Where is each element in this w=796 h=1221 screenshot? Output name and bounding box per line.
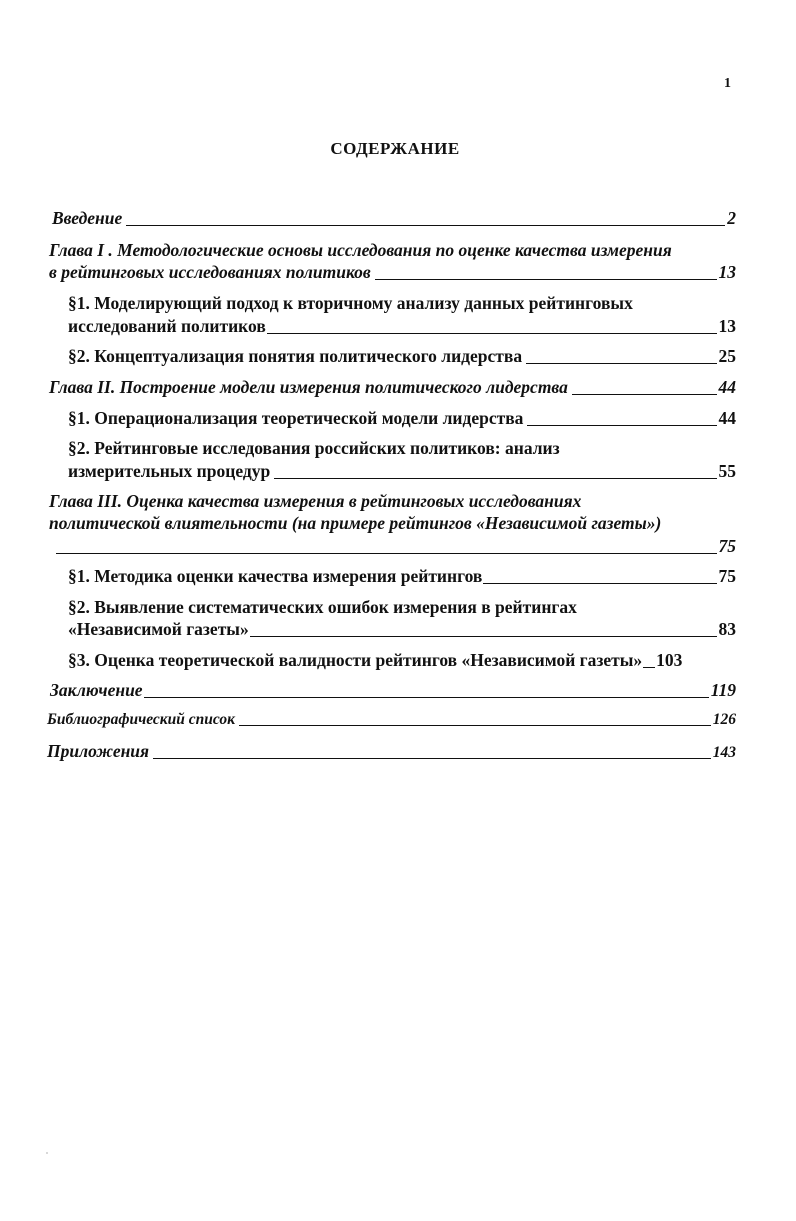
entry-label: в рейтинговых исследованиях политиков [49,262,371,282]
leader-line [527,424,716,426]
entry-page: 55 [718,461,736,481]
entry-page: 126 [712,711,736,728]
entry-label: измерительных процедур [68,461,271,481]
entry-page: 44 [718,377,736,397]
toc-entry-introduction[interactable] [52,210,736,228]
entry-page: 25 [718,346,736,366]
entry-label: Заключение [50,680,143,700]
leader-line [126,224,725,226]
leader-line [250,635,717,637]
toc-entry-conclusion[interactable] [50,682,736,700]
entry-page: 13 [718,316,736,336]
leader-line [144,696,709,698]
leader-line [239,724,711,726]
toc-entry-chapter-3-line1: Глава III. Оценка качества измерения в рейтинговых исследованиях [49,491,582,511]
toc-entry-ch2-sec2-line1: §2. Рейтинговые исследования российских политиков: анализ [68,438,560,458]
toc-entry-chapter-3-line2: политической влиятельности (на примере рейтингов «Независимой газеты») [49,513,662,533]
leader-line [274,477,716,479]
leader-line [153,757,711,759]
toc-entry-chapter-2[interactable] [49,379,736,397]
entry-page: 143 [712,744,736,761]
entry-page: 75 [718,536,736,556]
entry-label: «Независимой газеты» [68,619,249,639]
entry-page: 119 [710,680,736,700]
toc-entry-appendices[interactable] [47,743,736,761]
entry-page: 83 [718,619,736,639]
entry-page: 103 [656,650,683,670]
toc-entry-ch3-sec2[interactable] [68,621,736,639]
entry-label: Приложения [47,741,150,761]
toc-entry-ch3-sec3[interactable] [68,652,736,670]
leader-line [375,278,717,280]
page-number: 1 [724,76,731,91]
leader-line [56,552,717,554]
entry-page: 44 [718,408,736,428]
entry-label: Глава II. Построение модели измерения политического лидерства [49,377,568,397]
toc-entry-ch1-sec1-line1: §1. Моделирующий подход к вторичному анализу данных рейтинговых [68,293,633,313]
toc-entry-chapter-1-line1: Глава I . Методологические основы исследования по оценке качества измерения [49,240,672,260]
toc-entry-ch2-sec2[interactable] [68,463,736,481]
toc-entry-chapter-1[interactable] [49,264,736,282]
leader-line [643,666,655,668]
entry-label: §2. Концептуализация понятия политического лидерства [68,346,523,366]
scan-speck [46,1152,48,1154]
leader-line [572,393,717,395]
leader-line [483,582,716,584]
entry-page: 13 [718,262,736,282]
toc-entry-bibliography[interactable] [47,712,736,728]
entry-label: §1. Методика оценки качества измерения рейтингов [68,566,483,586]
toc-entry-chapter-3[interactable] [56,538,736,556]
entry-label: исследований политиков [68,316,266,336]
entry-label: §3. Оценка теоретической валидности рейтингов «Независимой газеты» [68,650,643,670]
entry-page: 2 [727,208,736,228]
toc-entry-ch3-sec1[interactable] [68,568,736,586]
toc-entry-ch1-sec2[interactable] [68,348,736,366]
leader-line [267,332,717,334]
toc-title: СОДЕРЖАНИЕ [330,139,460,158]
toc-entry-ch1-sec1[interactable] [68,318,736,336]
leader-line [526,362,716,364]
entry-label: Библиографический список [47,711,235,728]
toc-entry-ch2-sec1[interactable] [68,410,736,428]
entry-page: 75 [718,566,736,586]
entry-label: Введение [52,208,123,228]
entry-label: §1. Операционализация теоретической модели лидерства [68,408,524,428]
toc-entry-ch3-sec2-line1: §2. Выявление систематических ошибок измерения в рейтингах [68,597,577,617]
